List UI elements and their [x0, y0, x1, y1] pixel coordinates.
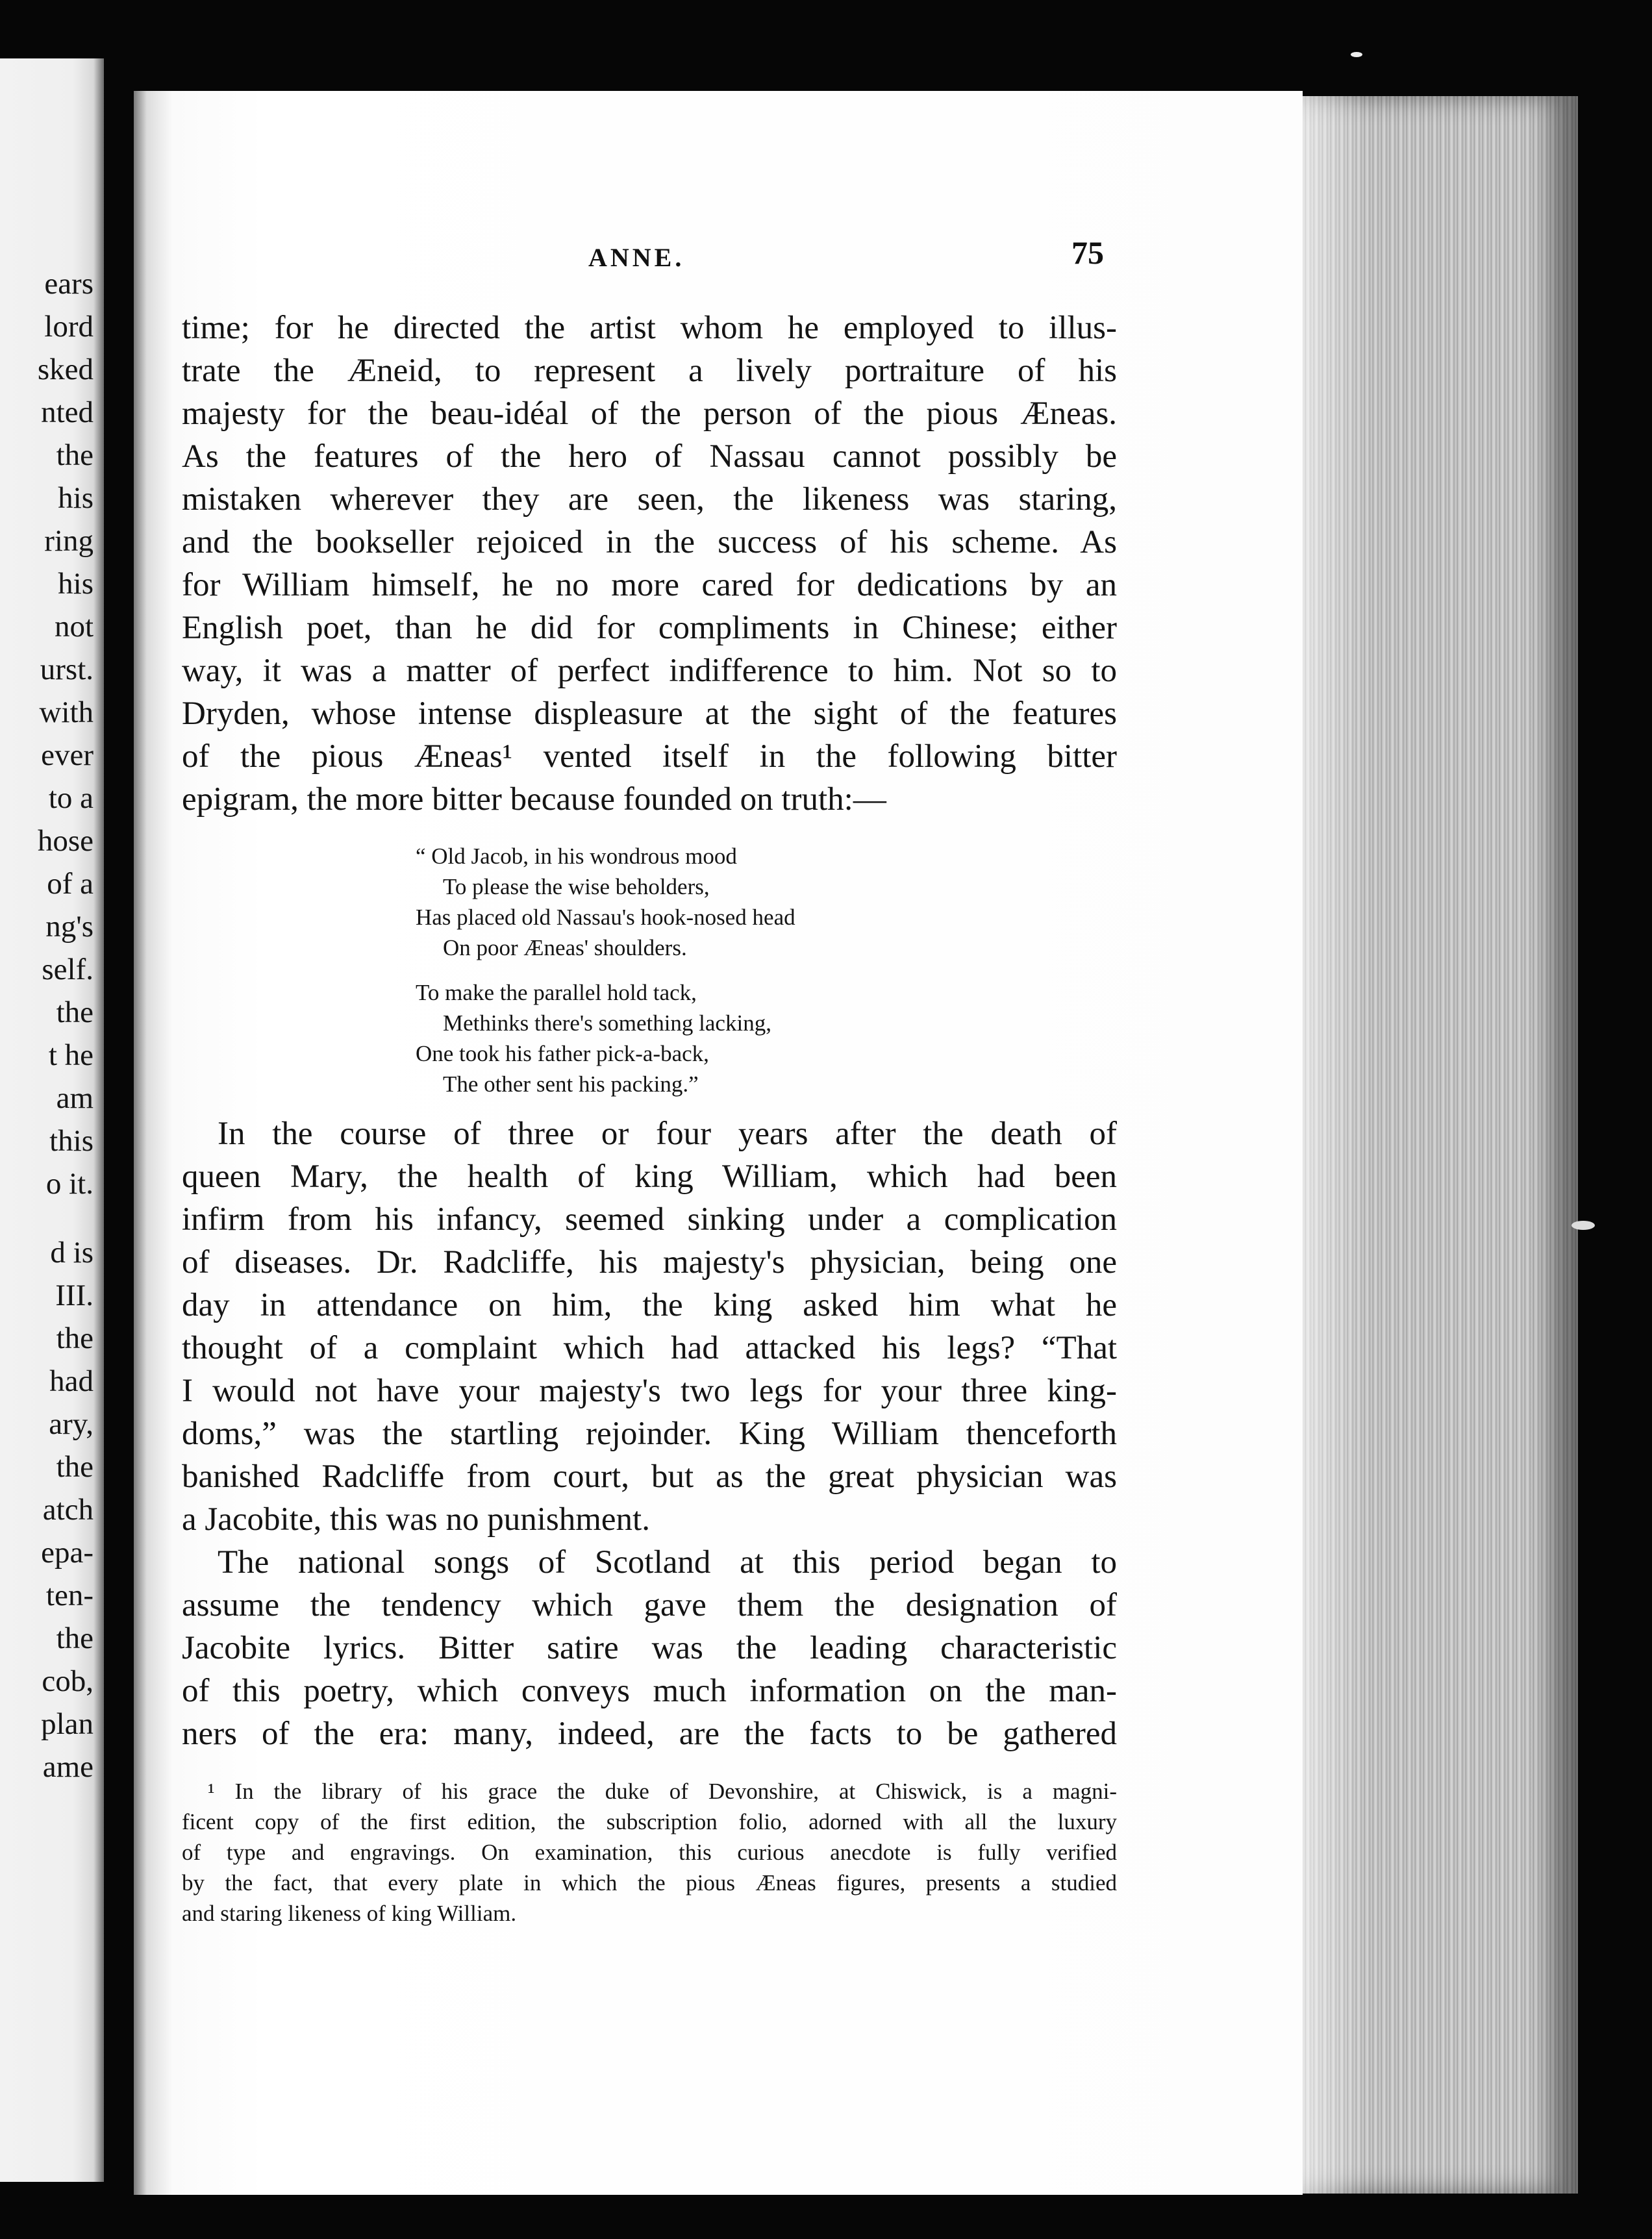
- facing-page-fragment: d is: [50, 1236, 94, 1270]
- text-line: Dryden, whose intense displeasure at the sight of the features: [182, 695, 1117, 732]
- text-line: banished Radcliffe from court, but as the great physician was: [182, 1458, 1117, 1495]
- facing-page-fragment: of a: [47, 867, 94, 901]
- paragraph-2: [182, 1112, 1117, 1755]
- text-line: for William himself, he no more cared for dedications by an: [182, 567, 1117, 603]
- facing-page-fragment: cob,: [42, 1664, 94, 1698]
- poem-line: On poor Æneas' shoulders.: [443, 935, 687, 960]
- footnote-line: of type and engravings. On examination, this curious anecdote is fully verified: [182, 1840, 1117, 1865]
- facing-page-fragment: ever: [41, 738, 94, 772]
- facing-page-fragment: to a: [48, 781, 94, 815]
- facing-page-fragment: urst.: [40, 653, 94, 686]
- poem-line: Has placed old Nassau's hook-nosed head: [416, 905, 795, 930]
- poem-line: One took his father pick-a-back,: [416, 1041, 709, 1066]
- text-line: of the pious Æneas¹ vented itself in the following bitter: [182, 738, 1117, 775]
- footnote-line: and staring likeness of king William.: [182, 1901, 517, 1926]
- text-line: of diseases. Dr. Radcliffe, his majesty's physician, being one: [182, 1244, 1117, 1281]
- facing-page-fragment: ring: [44, 524, 94, 558]
- text-line: As the features of the hero of Nassau cannot possibly be: [182, 438, 1117, 475]
- text-line: thought of a complaint which had attacked his legs? “That: [182, 1330, 1117, 1366]
- text-line: The national songs of Scotland at this period began to: [218, 1544, 1117, 1581]
- scan-speck: [1351, 52, 1362, 57]
- facing-page-fragment: the: [56, 995, 94, 1029]
- text-line: a Jacobite, this was no punishment.: [182, 1501, 650, 1538]
- facing-page-fragment: his: [58, 567, 94, 601]
- facing-page-fragment: ears: [44, 267, 94, 301]
- stanza-gap: [416, 963, 795, 977]
- epigram: [416, 841, 795, 1099]
- facing-page-fragment: ten-: [45, 1579, 94, 1612]
- facing-page-fragment: his: [58, 481, 94, 515]
- facing-page-fragment: sked: [37, 353, 94, 386]
- text-line: way, it was a matter of perfect indifference to him. Not so to: [182, 653, 1117, 689]
- facing-page-fragment: this: [49, 1124, 94, 1158]
- facing-page-fragment: epa-: [41, 1536, 94, 1570]
- facing-page-fragment: self.: [42, 953, 94, 986]
- facing-page-fragment: not: [54, 610, 94, 644]
- text-line: queen Mary, the health of king William, which had been: [182, 1158, 1117, 1195]
- page-number: 75: [1071, 234, 1104, 271]
- text-line: ners of the era: many, indeed, are the facts to be gathered: [182, 1716, 1117, 1752]
- text-line: Jacobite lyrics. Bitter satire was the leading characteristic: [182, 1630, 1117, 1666]
- running-head: ANNE.: [588, 243, 685, 272]
- text-line: day in attendance on him, the king asked him what he: [182, 1287, 1117, 1323]
- facing-page-fragment: am: [56, 1081, 94, 1115]
- facing-page-fragment: the: [56, 1321, 94, 1355]
- paragraph-1: [182, 306, 1117, 821]
- facing-page-fragment: the: [56, 438, 94, 472]
- facing-page-fragment: t he: [48, 1038, 94, 1072]
- facing-page-fragment: with: [39, 695, 94, 729]
- facing-page-fragment: ng's: [45, 910, 94, 944]
- text-line: doms,” was the startling rejoinder. King William thenceforth: [182, 1416, 1117, 1452]
- poem-line: Methinks there's something lacking,: [443, 1010, 771, 1036]
- poem-line: To please the wise beholders,: [443, 874, 710, 899]
- text-line: majesty for the beau-idéal of the person of the pious Æneas.: [182, 395, 1117, 432]
- text-line: English poet, than he did for compliments in Chinese; either: [182, 610, 1117, 646]
- text-line: trate the Æneid, to represent a lively portraiture of his: [182, 353, 1117, 389]
- footnote: [182, 1776, 1117, 1929]
- footnote-line: by the fact, that every plate in which the pious Æneas figures, presents a studied: [182, 1870, 1117, 1895]
- poem-line: The other sent his packing.”: [443, 1071, 699, 1097]
- facing-page-fragment: III.: [55, 1279, 94, 1312]
- facing-page-fragment: ary,: [49, 1407, 94, 1441]
- facing-page-fragment: lord: [44, 310, 94, 344]
- facing-page-fragment: hose: [37, 824, 94, 858]
- facing-page-fragment: the: [56, 1621, 94, 1655]
- facing-page: [0, 58, 104, 2182]
- text-line: infirm from his infancy, seemed sinking under a complication: [182, 1201, 1117, 1238]
- facing-page-fragment: nted: [41, 395, 94, 429]
- facing-page-fragment: the: [56, 1450, 94, 1484]
- facing-page-fragment: had: [49, 1364, 94, 1398]
- facing-page-fragment: plan: [41, 1707, 94, 1741]
- facing-page-fragment: atch: [42, 1493, 94, 1527]
- text-line: mistaken wherever they are seen, the likeness was staring,: [182, 481, 1117, 518]
- text-line: assume the tendency which gave them the designation of: [182, 1587, 1117, 1623]
- footnote-line: ¹ In the library of his grace the duke of Devonshire, at Chiswick, is a magni-: [208, 1779, 1117, 1804]
- text-line: epigram, the more bitter because founded on truth:—: [182, 781, 886, 818]
- poem-line: “ Old Jacob, in his wondrous mood: [416, 844, 737, 869]
- poem-line: To make the parallel hold tack,: [416, 980, 697, 1005]
- facing-page-fragment: ame: [42, 1750, 94, 1784]
- text-line: I would not have your majesty's two legs for your three king-: [182, 1373, 1117, 1409]
- facing-page-fragment: o it.: [45, 1167, 94, 1201]
- text-line: and the bookseller rejoiced in the success of his scheme. As: [182, 524, 1117, 560]
- scan-speck: [1571, 1221, 1595, 1230]
- text-line: In the course of three or four years after the death of: [218, 1116, 1117, 1152]
- text-line: of this poetry, which conveys much information on the man-: [182, 1673, 1117, 1709]
- text-line: time; for he directed the artist whom he employed to illus-: [182, 310, 1117, 346]
- footnote-line: ficent copy of the first edition, the subscription folio, adorned with all the luxury: [182, 1809, 1117, 1834]
